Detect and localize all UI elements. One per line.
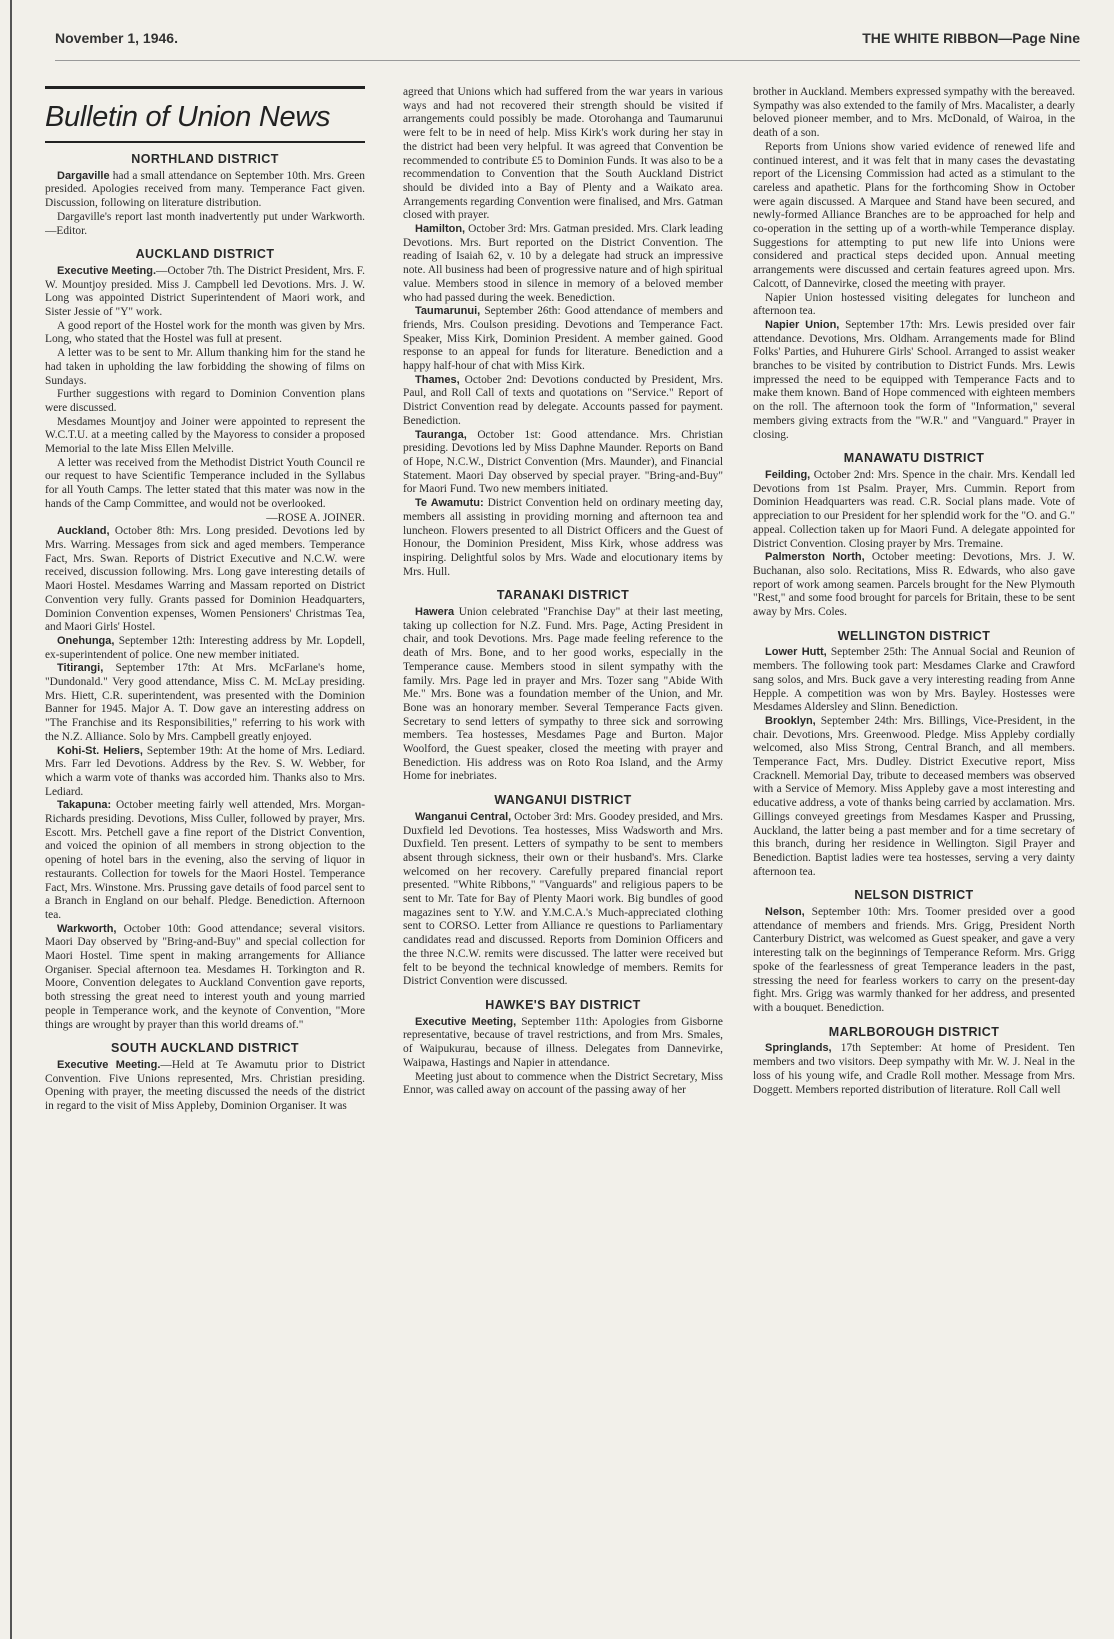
- article-columns: [45, 86, 1085, 1626]
- report-text: September 10th: Mrs. Toomer presided over a good attendance of members and friends. Mrs. Grigg, President North Canterbury District, was welcomed as Guest speaker, and gave a very interesting talk on the beginnings of Temperance Reform. Mrs. Grigg spoke of the fearlessness of great Temperance leaders in the past, stressing the need for fearless workers to carry on the present-day fight. Mrs. Grigg was warmly thanked for her address, and presented with a bouquet. Benediction.: [753, 906, 1075, 1014]
- report-paragraph: Mesdames Mountjoy and Joiner were appointed to represent the W.C.T.U. at a meeting called by the Mayoress to consider a proposed Memorial to the late Miss Ellen Melville.: [45, 415, 365, 456]
- union-report: [753, 906, 1075, 1016]
- district-heading-south-auckland: SOUTH AUCKLAND DISTRICT: [111, 1041, 299, 1056]
- union-name: Nelson,: [765, 906, 805, 919]
- column-3: [753, 86, 1075, 1626]
- issue-date: November 1, 1946.: [55, 30, 178, 46]
- report-text: September 17th: Mrs. Lewis presided over fair attendance. Devotions, Mrs. Oldham. Arrangements made for Blind Folks' Parties, and Huhurere Girls' School. Arranged to assist weaker branches to be visited by contribution to District Funds. Mrs. Lewis impressed the need to be equipped with Temperance Facts and to make them known. Band of Hope commenced with eighteen members on the roll. The afternoon took the form of "Information," several members giving extracts from the "W.R." and "Vanguard." Prayer in closing.: [753, 318, 1075, 441]
- district-heading-auckland: AUCKLAND DISTRICT: [135, 247, 275, 262]
- district-heading-marlborough: MARLBOROUGH DISTRICT: [828, 1024, 1000, 1039]
- district-heading-nelson: NELSON DISTRICT: [854, 888, 974, 903]
- editor-note: Dargaville's report last month inadvertently put under Warkworth.—Editor.: [45, 210, 365, 237]
- union-report: [753, 551, 1075, 620]
- union-report: [403, 497, 723, 579]
- union-report: [45, 745, 365, 800]
- district-heading-hawkes-bay: HAWKE'S BAY DISTRICT: [485, 998, 641, 1012]
- report-continuation: brother in Auckland. Members expressed sympathy with the bereaved. Sympathy was also extended to the family of Mrs. Macalister, a dearly beloved pioneer member, and to Mrs. McDonald, of Wairoa, in the death of a son.: [753, 86, 1075, 140]
- report-text: —Held at Te Awamutu prior to District Convention. Five Unions represented, Mrs. Christian presiding. Opening with prayer, the meeting discussed the needs of the district in regard to the visit of Miss Appleby, Dominion Organiser. It was: [45, 1059, 365, 1113]
- report-text: September 24th: Mrs. Billings, Vice-President, in the chair. Devotions, Mrs. Greenwood. Pledge. Miss Appleby cordially welcomed, also Miss Strong, Central Branch, and all members. Temperance Fact, Mrs. Dudley. District Executive report, Miss Cracknell. Memorial Day, tribute to deceased members was observed with a Service of Memory. Miss Appleby gave a most interesting and educative address, a vote of thanks being carried by acclamation. Mrs. Gillings conveyed greetings from Mesdames Kasper and Prussing, Auckland, the latter being a past member and for a time secretary of this branch, during her residence in Wellington. Sigil Prayer and Benediction. Baptist ladies were tea hostesses, serving a very dainty afternoon tea.: [753, 714, 1075, 878]
- union-name: Brooklyn,: [765, 714, 816, 727]
- district-heading-northland: NORTHLAND DISTRICT: [131, 152, 279, 166]
- publication-page-label: THE WHITE RIBBON—Page Nine: [862, 30, 1080, 46]
- column-2: [403, 86, 723, 1626]
- report-text: District Convention held on ordinary meeting day, members all assisting in providing morning and afternoon tea and luncheon. Flowers presented to all District Officers and the Guest of Honour, the Dominion President, Miss Kirk, whose address was inspiring. Delightful solos by Mrs. Wade and elocutionary items by Mrs. Hull.: [403, 497, 723, 578]
- report-text: October 3rd: Mrs. Gatman presided. Mrs. Clark leading Devotions. Mrs. Burt reported on the District Convention. The reading of Isaiah 62, v. 10 by a delegate had struck an impressive note. All business had been of progressive nature and of high spiritual value. Members stood in silence in memory of a beloved member who had passed during the week. Benediction.: [403, 223, 723, 304]
- report-continuation: agreed that Unions which had suffered from the war years in various ways and had not recovered their strength should be visited if arrangements could possibly be made. Otorohanga and Taumarunui were felt to be in need of help. Miss Kirk's work during her stay in the district had been very helpful. It was agreed that Convention be recommended to contribute £5 to Dominion Funds. It was also to be a recommendation to Convention that the South Auckland District should be divided into a Bay of Plenty and a Waikato area. Arrangements regarding Convention were finalised, and Mrs. Gatman closed with prayer.: [403, 86, 723, 222]
- union-report: [403, 223, 723, 305]
- report-text: October meeting fairly well attended, Mrs. Morgan-Richards presiding. Devotions, Miss Culler, followed by prayer, Mrs. Escott. Mrs. Petchell gave a fine report of the District Convention, and voiced the opinion of all members in strong objection to the opening of hotel bars in the evening, also the serving of liquor in restaurants. Collection for towels for the Maori Hostel. Temperance Fact, Mrs. Winstone. Mrs. Prussing gave details of food parcel sent to a Branch in England on our behalf. Pledge. Benediction. Afternoon tea.: [45, 799, 365, 921]
- report-text: 17th September: At home of President. Ten members and two visitors. Deep sympathy with Mr. W. J. Neal in the loss of his young wife, and Cradle Roll mother. Message from Mrs. Doggett. Members reported distribution of literature. Roll Call well: [753, 1042, 1075, 1096]
- union-report: [45, 662, 365, 744]
- union-report: [403, 374, 723, 429]
- union-name: Dargaville: [57, 169, 110, 182]
- report-paragraph: A letter was received from the Methodist District Youth Council re our request to have Scientific Temperance included in the Syllabus for all Youth Camps. The letter stated that this mater was now in the hands of the Camp Committee, and would not be overlooked.: [45, 456, 365, 510]
- report-text: October meeting: Devotions, Mrs. J. W. Buchanan, also solo. Recitations, Miss R. Edwards, who also gave report of work among seamen. Parcels brought for the New Plymouth "Rest," and some food brought for parcels for Britain, these to be sent away by Mrs. Coles.: [753, 551, 1075, 619]
- union-name: Springlands,: [765, 1042, 832, 1055]
- signature: —ROSE A. JOINER.: [266, 511, 365, 524]
- union-report: [753, 319, 1075, 442]
- union-name: Napier Union,: [765, 318, 840, 331]
- union-report: [45, 923, 365, 1033]
- executive-report: [45, 1059, 365, 1114]
- union-report: [45, 799, 365, 922]
- union-name: Palmerston North,: [765, 551, 865, 564]
- union-report: [753, 715, 1075, 879]
- executive-report: [45, 265, 365, 320]
- banner-title: Bulletin of Union News: [45, 101, 331, 133]
- report-text: had a small attendance on September 10th. Mrs. Green presided. Apologies received from many. Temperance Fact given. Discussion, following on literature distribution.: [45, 169, 365, 210]
- meeting-label: Executive Meeting.: [57, 1059, 161, 1071]
- report-paragraph: Further suggestions with regard to Dominion Convention plans were discussed.: [45, 388, 365, 414]
- report-paragraph: Reports from Unions show varied evidence of renewed life and continued interest, and it was felt that in many cases the devastating report of the Licensing Commission had acted as a stimulant to the careless and apathetic. Plans for the forthcoming Show in October were again discussed. A Marquee and Stand have been secured, and newly-formed Alliance Branches are to be approached for help and co-operation in the setting up of a worth-while Temperance display. Suggestions for attempting to put new life into Unions were considered and practical steps decided upon. Annual meeting arrangements were discussed and certain features agreed upon. Mrs. Calcott, of Dannevirke, closed the meeting with prayer.: [753, 140, 1075, 290]
- district-heading-wanganui: WANGANUI DISTRICT: [494, 793, 632, 808]
- report-text: October 10th: Good attendance; several visitors. Maori Day observed by "Bring-and-Buy" and special collection for Maori Hostel. Time spent in making arrangements for Alliance Organiser. Special afternoon tea. Mesdames H. Torkington and R. Moore, Convention delegates to Auckland Convention gave reports, both stressing the great need to interest youth and young married people in Temperance work, and the keynote of Convention, "More things are wrought by prayer than this world dreams of.": [45, 922, 365, 1031]
- union-name: Takapuna:: [57, 799, 112, 812]
- union-name: Taumarunui,: [415, 305, 481, 318]
- report-text: September 12th: Interesting address by Mr. Lopdell, ex-superintendent of police. One new member initiated.: [45, 634, 365, 661]
- union-report: [753, 469, 1075, 551]
- report-text: Union celebrated "Franchise Day" at their last meeting, taking up collection for N.Z. Fund. Mrs. Page, Acting President in chair, and took Devotions. Mrs. Page made feeling reference to the death of Mrs. Bone, and to her good works, especially in the Temperance cause. Members stood in silent sympathy with the family. Mrs. Page led in prayer and Mrs. Tozer sang "Abide With Me." Mrs. Bone was a foundation member of the Union, and Mr. Bone was an honorary member. Several Temperance Facts given. Secretary to send letters of sympathy to three sick and sorrowing members. Tea hostesses, Mesdames Page and Burton. Major Woolford, the Guest speaker, closed the meeting with prayer and Benediction. His address was on Roto Roa Island, and the Army Home for inebriates.: [403, 606, 723, 783]
- union-name: Lower Hutt,: [765, 646, 827, 659]
- column-1: [45, 86, 365, 1626]
- district-heading-manawatu: MANAWATU DISTRICT: [843, 451, 985, 466]
- union-report: [403, 429, 723, 498]
- union-name: Warkworth,: [57, 922, 117, 935]
- union-report: [753, 1042, 1075, 1097]
- report-text: —October 7th. The District President, Mrs. F. W. Mountjoy presided. Miss J. Campbell led Devotions. Mrs. J. W. Long was appointed District Superintendent of Maori work, and Sister Jessie of "Y" work.: [45, 264, 365, 319]
- union-report: [753, 646, 1075, 715]
- meeting-label: Executive Meeting,: [415, 1015, 517, 1028]
- report-text: October 2nd: Mrs. Spence in the chair. Mrs. Kendall led Devotions from 1st Psalm. Prayer, Mrs. Cummin. Report from Dominion Headquarters was read. C.R. Social plans made. Vote of appreciation to our President for her splendid work for the "O. and G." appeal. Collection taken up for Maori Fund. A delegate appointed for District Convention. Closing prayer by Mrs. Tremaine.: [753, 468, 1075, 550]
- executive-report: [403, 1016, 723, 1071]
- report-text: September 17th: At Mrs. McFarlane's home, "Dundonald." Very good attendance, Miss C. M. McLay presiding. Mrs. Hiett, C.R. superintendent, was presented with the Dominion Banner for 1945. Major A. T. Dow gave an interesting address on "The Franchise and its Responsibilities," referring to his work with the N.Z. Alliance. Solo by Mrs. Campbell greatly enjoyed.: [45, 662, 365, 743]
- union-name: Auckland,: [57, 525, 110, 538]
- header-rule: [55, 60, 1080, 61]
- report-text: September 26th: Good attendance of members and friends, Mrs. Coulson presiding. Devotions and Temperance Fact. Speaker, Miss Kirk, Dominion President. A member gained. Good response to an appeal for funds for literature. Benediction and a happy half-hour of chat with Miss Kirk.: [403, 305, 723, 373]
- union-name: Te Awamutu:: [415, 497, 484, 510]
- banner-rule-top: [45, 86, 365, 89]
- union-name: Wanganui Central,: [415, 810, 512, 823]
- banner-rule-bottom: [45, 141, 365, 143]
- union-name: Hamilton,: [415, 223, 466, 236]
- report-text: September 19th: At the home of Mrs. Lediard. Mrs. Farr led Devotions. Address by the Rev. S. W. Webber, for which a warm vote of thanks was accorded him. Thanks also to Mrs. Lediard.: [45, 744, 365, 798]
- union-name: Onehunga,: [57, 634, 115, 647]
- union-name: Thames,: [415, 373, 460, 386]
- running-header: [55, 28, 1080, 52]
- page-edge-rule: [10, 0, 12, 1639]
- union-report: [45, 525, 365, 635]
- report-text: October 2nd: Devotions conducted by President, Mrs. Paul, and Roll Call of texts and quotations on "Service." Report of District Convention read by delegate. Accounts passed for payment. Benediction.: [403, 373, 723, 427]
- union-name: Hawera: [415, 606, 455, 619]
- report-text: October 8th: Mrs. Long presided. Devotions led by Mrs. Warring. Messages from sick and aged members. Temperance Fact, Mrs. Swan. Reports of District Executive and N.C.W. were received, discussion following. Mrs. Long gave interesting details of Maori Hostel. Mesdames Warring and Massam reported on District Convention very fully. Grants passed for Dominion Headquarters, Dominion Convention expenses, Women Pensioners' Christmas Tea, and Maori Girls' Hostel.: [45, 525, 365, 634]
- union-report: [403, 305, 723, 374]
- union-report: [403, 811, 723, 989]
- union-name: Titirangi,: [57, 662, 104, 675]
- district-heading-taranaki: TARANAKI DISTRICT: [496, 588, 630, 603]
- report-paragraph: A letter was to be sent to Mr. Allum thanking him for the stand he had taken in upholding the law forbidding the showing of films on Sundays.: [45, 347, 365, 387]
- report-paragraph: Meeting just about to commence when the District Secretary, Miss Ennor, was called away on account of the passing away of her: [403, 1070, 723, 1097]
- union-report: [45, 170, 365, 211]
- report-paragraph: Napier Union hostessed visiting delegates for luncheon and afternoon tea.: [753, 291, 1075, 318]
- union-name: Kohi-St. Heliers,: [57, 744, 143, 757]
- report-text: September 11th: Apologies from Gisborne representative, because of travel restrictions, and from Mrs. Smales, of Waipukurau, because of illness. Delegates from Dannevirke, Waipawa, Hastings and Napier in attendance.: [403, 1015, 723, 1069]
- report-text: October 1st: Good attendance. Mrs. Christian presiding. Devotions led by Miss Daphne Maunder. Reports on Band of Hope, N.C.W., District Convention (Mrs. Maunder), and Financial Statement. Maori Day observed by special prayer. "Bring-and-Buy" for Maori Fund. Two new members initiated.: [403, 428, 723, 496]
- union-name: Tauranga,: [415, 428, 467, 441]
- report-text: September 25th: The Annual Social and Reunion of members. The following took part: Mesdames Clarke and Crawford sang solos, and Mrs. Buck gave a very interesting reading from Anne Hepple. A competition was won by Mrs. Bayley. Hostesses were Mesdames Aldersley and Slinn. Benediction.: [753, 646, 1075, 714]
- union-name: Feilding,: [765, 468, 811, 481]
- union-report: [403, 606, 723, 784]
- meeting-label: Executive Meeting.: [57, 264, 157, 277]
- union-report: [45, 635, 365, 662]
- report-paragraph: A good report of the Hostel work for the month was given by Mrs. Long, who stated that the Hostel was full at present.: [45, 319, 365, 346]
- district-heading-wellington: WELLINGTON DISTRICT: [837, 628, 991, 643]
- report-text: October 3rd: Mrs. Goodey presided, and Mrs. Duxfield led Devotions. Tea hostesses, Miss Wadsworth and Mrs. Duxfield. Ten present. Letters of sympathy to be sent to members absent through sickness, their own or their husband's. Mrs. Clarke welcomed on her recovery. Carefully prepared financial report presented. "White Ribbons," "Vanguards" and religious papers to be sent to Mr. Tate for Bay of Plenty Maori work. Big bundles of good magazines sent to Y.W. and Y.M.C.A.'s Much-appreciated clothing sent to CORSO. Letter from Alliance re questions to Parliamentary candidates read and discussed. Reports from Dominion Officers and the three N.C.W. remits were discussed. The latter were received but felt to be beyond the technical knowledge of members. Remits for District Convention were discussed.: [403, 810, 723, 988]
